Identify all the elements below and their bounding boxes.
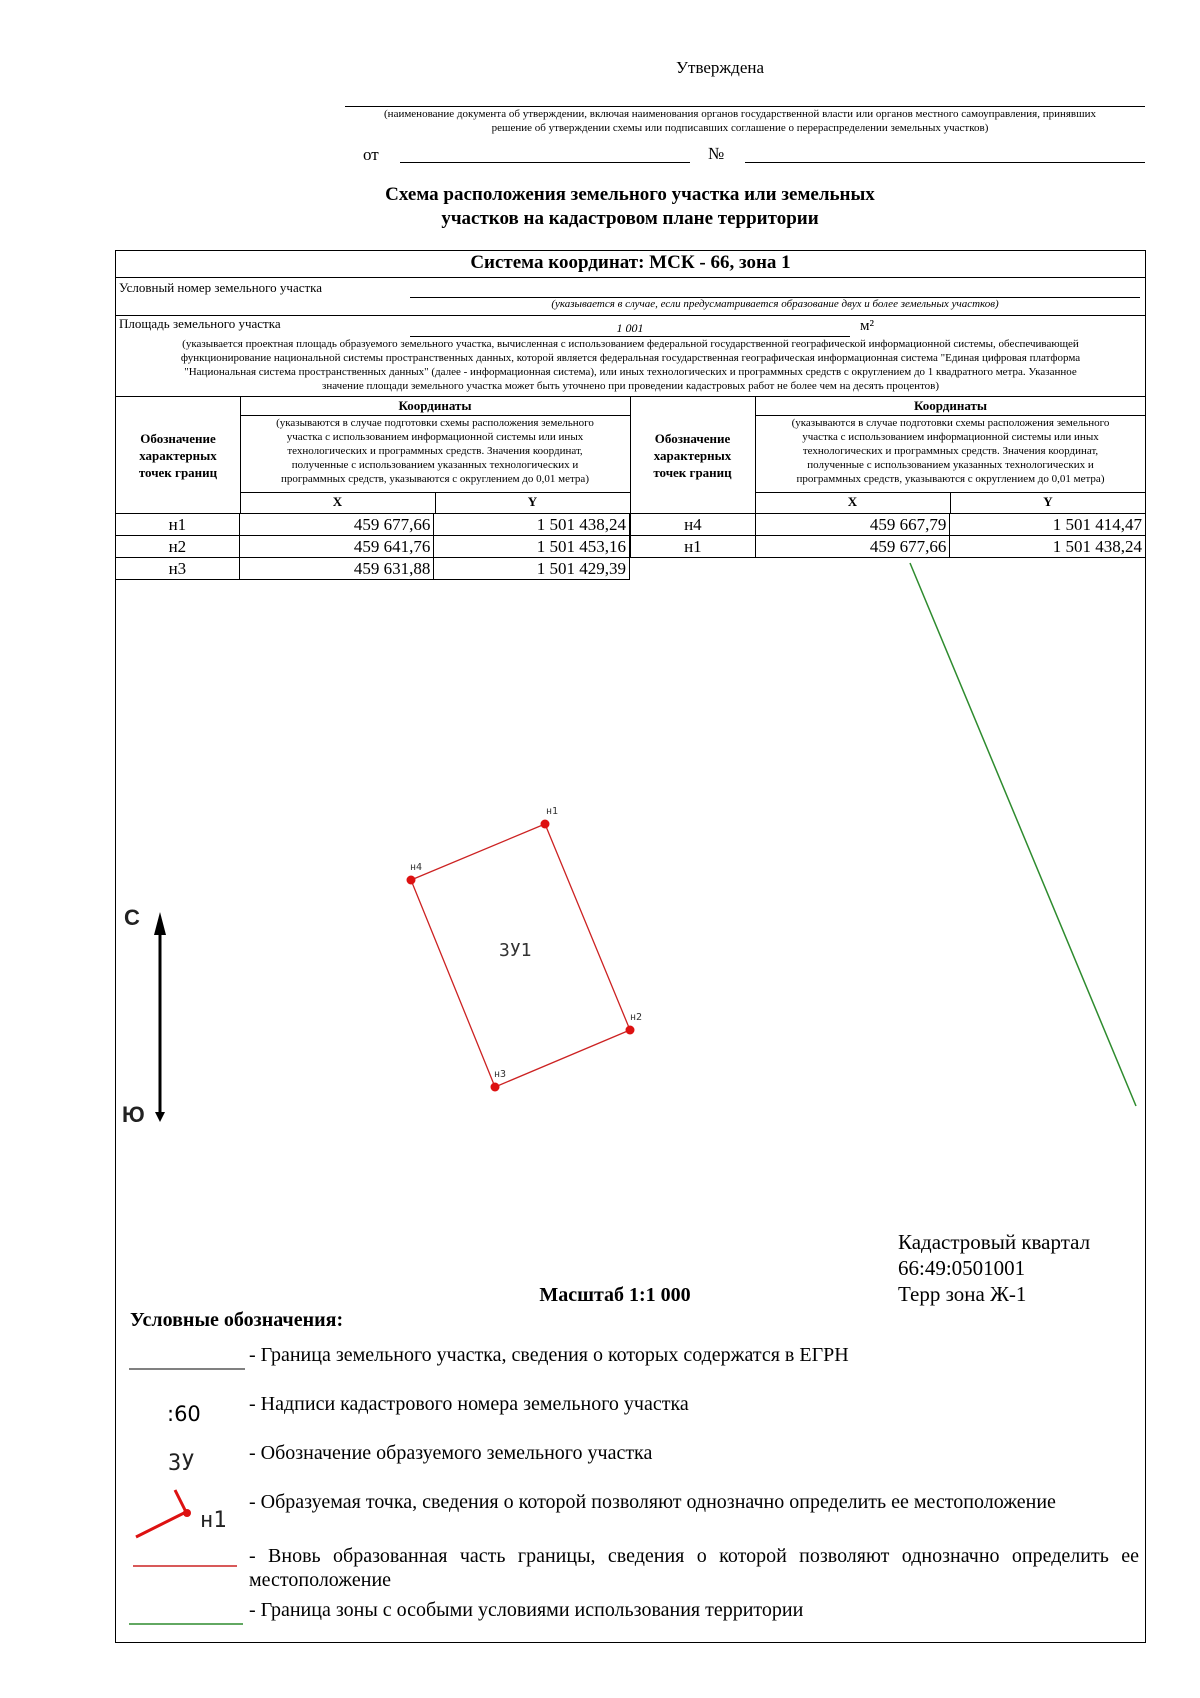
legend-item-point: - Образуемая точка, сведения о которой позволяют однозначно определить ее местоположение xyxy=(249,1491,1056,1513)
coords-note-4: полученные с использованием указанных технологических и xyxy=(291,459,579,471)
quarter-number: 66:49:0501001 xyxy=(898,1256,1026,1280)
scale-label: Масштаб 1:1 000 xyxy=(539,1284,691,1306)
point-header-1: Обозначение xyxy=(140,431,216,446)
y-label: Y xyxy=(527,494,538,509)
legend-sample-zu: ЗУ xyxy=(168,1451,195,1476)
x-cell: 459 667,79 xyxy=(755,514,950,536)
area-note-2: функционирование национальной системы пространственных данных, которой является федеральная государственная географическая информационная система "Единая цифровая платформа xyxy=(180,352,1081,364)
area-note-3: "Национальная система пространственных данных" (далее - информационная система), или иных технологических и программных средств с округлением до 1 квадратного метра. Указанное xyxy=(184,366,1077,378)
legend-title: Условные обозначения: xyxy=(130,1309,344,1331)
legend-item-zu: - Обозначение образуемого земельного участка xyxy=(249,1442,653,1464)
point-label-n4: н4 xyxy=(410,862,423,873)
page-title-1: Схема расположения земельного участка или земельных xyxy=(385,184,875,205)
approval-doc-note-1: (наименование документа об утверждении, включая наименования органов государственной власти или органов местного самоуправления, принявших xyxy=(384,108,1096,120)
y-cell: 1 501 438,24 xyxy=(950,536,1146,558)
approval-doc-note-2: решение об утверждении схемы или подписавших соглашение о перераспределении земельных участков) xyxy=(491,122,989,134)
coords-note-2: участка с использованием информационной системы или иных xyxy=(802,431,1099,443)
point-cell: н2 xyxy=(116,536,240,558)
area-note-1: (указывается проектная площадь образуемого земельного участка, вычисленная с использованием федеральной государственной географической информационной системы, обеспечивающей xyxy=(182,338,1079,350)
quarter-label: Кадастровый квартал xyxy=(898,1230,1091,1254)
legend-item-zone: - Граница зоны с особыми условиями использования территории xyxy=(249,1599,804,1621)
coords-note-4: полученные с использованием указанных технологических и xyxy=(807,459,1094,471)
area-value: 1 001 xyxy=(616,321,644,335)
point-marker-n4 xyxy=(407,876,416,885)
legend-point-line xyxy=(136,1512,186,1537)
coords-note-5: программных средств, указываются с округлением до 0,01 метра) xyxy=(281,473,589,485)
coords-note-2: участка с использованием информационной системы или иных xyxy=(286,431,584,443)
legend-item-egrn: - Граница земельного участка, сведения о которых содержатся в ЕГРН xyxy=(249,1344,849,1366)
x-cell: 459 631,88 xyxy=(239,558,434,580)
y-cell: 1 501 429,39 xyxy=(434,558,630,580)
point-header-3: точек границ xyxy=(138,465,218,480)
point-marker-n2 xyxy=(626,1026,635,1035)
area-note-4: значение площади земельного участка может быть уточнено при проведении кадастровых работ не более чем на десять процентов) xyxy=(322,380,939,392)
south-label: Ю xyxy=(122,1102,145,1127)
point-header-3: точек границ xyxy=(653,465,732,480)
x-cell: 459 641,76 xyxy=(239,536,434,558)
coords-note-3: технологических и программных средств. Значения координат, xyxy=(802,445,1099,457)
x-cell: 459 677,66 xyxy=(239,514,434,536)
north-arrow-head xyxy=(154,912,166,935)
legend-point-line xyxy=(175,1490,186,1512)
zone-label: Терр зона Ж-1 xyxy=(898,1282,1027,1306)
north-label: С xyxy=(124,905,140,930)
parcel-label: ЗУ1 xyxy=(499,940,532,961)
point-header-2: характерных xyxy=(139,448,217,463)
point-cell: н4 xyxy=(631,514,756,536)
point-label-n3: н3 xyxy=(494,1069,507,1080)
point-marker-n1 xyxy=(541,820,550,829)
coords-note-1: (указываются в случае подготовки схемы расположения земельного xyxy=(791,417,1110,429)
point-label-n2: н2 xyxy=(630,1012,643,1023)
south-arrow-head xyxy=(155,1112,165,1122)
legend-sample-point: н1 xyxy=(200,1508,227,1533)
y-cell: 1 501 438,24 xyxy=(434,514,630,536)
area-label: Площадь земельного участка xyxy=(119,316,281,331)
coords-header: Координаты xyxy=(398,398,472,413)
legend-sample-cadnum: :60 xyxy=(167,1402,201,1426)
y-label: Y xyxy=(1043,494,1053,509)
x-cell: 459 677,66 xyxy=(755,536,950,558)
legend-point-dot xyxy=(183,1509,191,1517)
point-label-n1: н1 xyxy=(546,806,559,817)
legend-item-cadnum: - Надписи кадастрового номера земельного участка xyxy=(249,1393,689,1415)
number-label: № xyxy=(708,144,725,163)
area-unit: м² xyxy=(860,318,874,334)
coords-header: Координаты xyxy=(913,398,988,413)
coords-note-1: (указываются в случае подготовки схемы расположения земельного xyxy=(276,417,594,429)
point-cell: н3 xyxy=(116,558,240,580)
x-label: X xyxy=(332,494,343,509)
cond-number-note: (указывается в случае, если предусматривается образование двух и более земельных участков) xyxy=(551,298,999,310)
zone-boundary-line xyxy=(910,563,1136,1106)
coord-system-title: Система координат: МСК - 66, зона 1 xyxy=(470,252,791,273)
cond-number-label: Условный номер земельного участка xyxy=(119,280,323,295)
coords-note-3: технологических и программных средств. Значения координат, xyxy=(287,445,583,457)
point-header-1: Обозначение xyxy=(654,431,731,446)
from-label: от xyxy=(363,145,379,164)
point-marker-n3 xyxy=(491,1083,500,1092)
point-cell: н1 xyxy=(116,514,240,536)
page-title-2: участков на кадастровом плане территории xyxy=(441,208,819,229)
legend-item-new-boundary: - Вновь образованная часть границы, сведения о которой позволяют однозначно определить ее местоположение xyxy=(249,1545,1139,1591)
point-header-2: характерных xyxy=(653,448,732,463)
point-cell: н1 xyxy=(631,536,756,558)
x-label: X xyxy=(847,494,858,509)
y-cell: 1 501 453,16 xyxy=(434,536,630,558)
approved-label: Утверждена xyxy=(675,58,765,77)
y-cell: 1 501 414,47 xyxy=(950,514,1146,536)
coords-note-5: программных средств, указываются с округлением до 0,01 метра) xyxy=(796,473,1105,485)
